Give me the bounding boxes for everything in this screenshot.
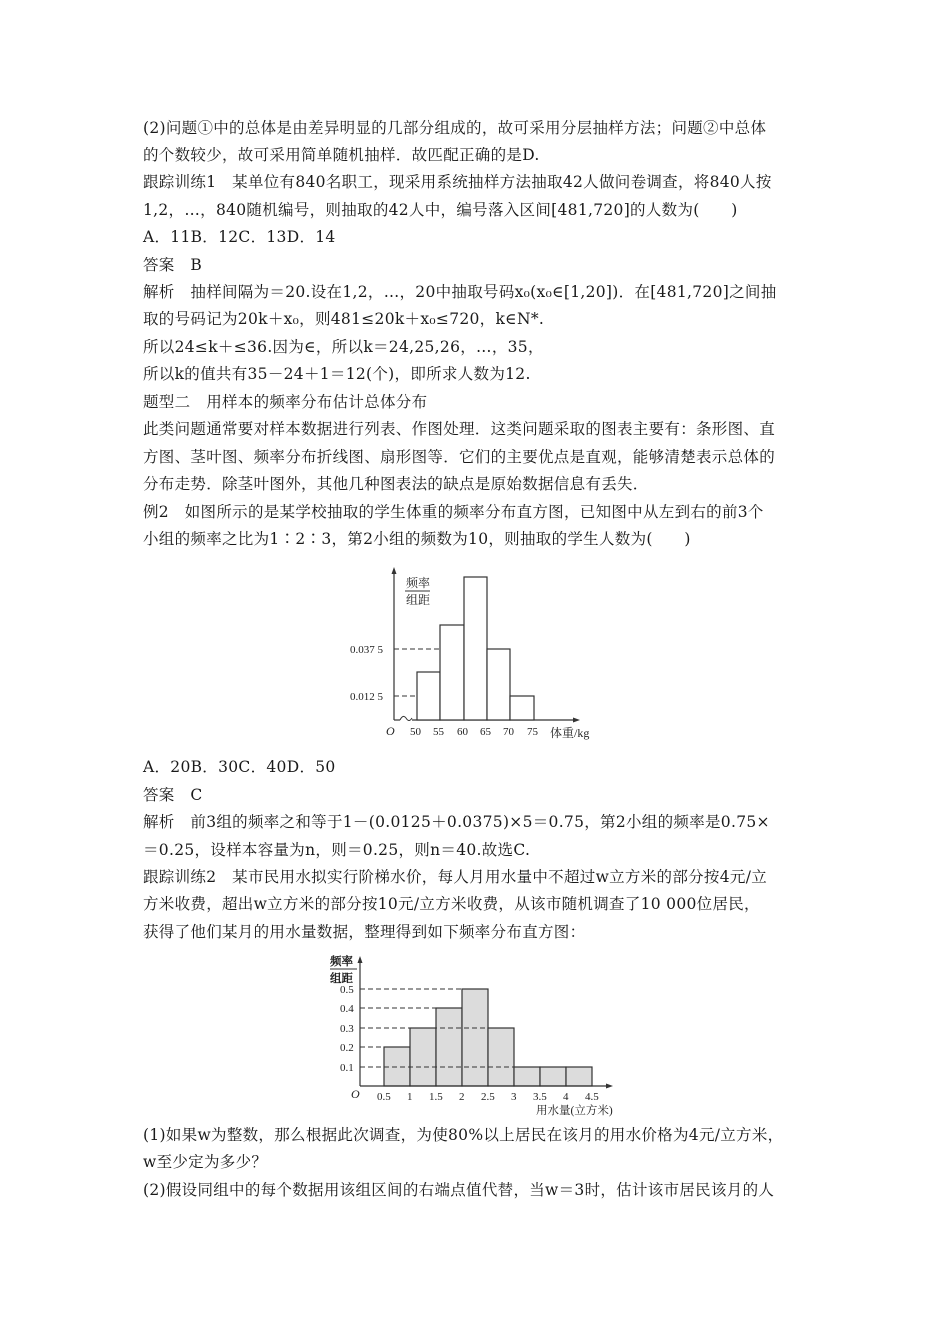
- exercise-2-question: 跟踪训练2 某市民用水拟实行阶梯水价，每人月用水量中不超过w立方米的部分按4元/立: [143, 868, 768, 886]
- bar-3.5-4: [540, 1067, 566, 1086]
- x-axis-arrow-icon: [606, 1084, 613, 1089]
- axis-break-icon: [400, 716, 412, 720]
- exercise-1-answer: 答案 B: [143, 256, 203, 274]
- section-intro: 分布走势．除茎叶图外，其他几种图表法的缺点是原始数据信息有丢失．: [143, 475, 649, 493]
- x-tick-label: 55: [433, 726, 444, 738]
- exercise-2-question: 获得了他们某月的用水量数据，整理得到如下频率分布直方图：: [143, 923, 586, 941]
- x-tick-label: 1.5: [429, 1091, 443, 1103]
- x-tick-label: 3: [511, 1091, 517, 1103]
- section-intro: 此类问题通常要对样本数据进行列表、作图处理．这类问题采取的图表主要有：条形图、直: [143, 420, 776, 438]
- x-axis-label: 用水量(立方米): [536, 1105, 613, 1117]
- y-tick-label: 0.3: [340, 1023, 354, 1035]
- exercise-1-analysis: 所以k的值共有35－24＋1＝12(个)，即所求人数为12.: [143, 365, 531, 383]
- section-heading: 题型二 用样本的频率分布估计总体分布: [143, 393, 428, 411]
- y-axis-arrow-icon: [358, 956, 363, 963]
- x-tick-label: 1: [407, 1091, 413, 1103]
- x-tick-label: 65: [480, 726, 491, 738]
- bar-1-1.5: [410, 1028, 436, 1086]
- histogram-bars: [384, 989, 592, 1086]
- bar-65-70: [487, 649, 510, 720]
- origin-label: O: [386, 724, 395, 738]
- x-tick-label: 75: [527, 726, 538, 738]
- weight-histogram-chart: [340, 565, 600, 755]
- example-2-options: A．20B．30C．40D．50: [143, 758, 336, 776]
- bar-3-3.5: [514, 1067, 540, 1086]
- exercise-1-analysis: 取的号码记为20k＋x₀，则481≤20k＋x₀≤720，k∈N*.: [143, 310, 545, 328]
- y-tick-label: 0.2: [340, 1042, 354, 1054]
- x-axis-label: 体重/kg: [550, 726, 590, 740]
- y-tick-label: 0.4: [340, 1003, 354, 1015]
- svg-text:组距: 组距: [330, 973, 353, 985]
- origin-label: O: [351, 1087, 360, 1101]
- bar-4-4.5: [566, 1067, 592, 1086]
- section-intro: 方图、茎叶图、频率分布折线图、扇形图等．它们的主要优点是直观，能够清楚表示总体的: [143, 448, 776, 466]
- exercise-2-subquestion-1: (1)如果w为整数，那么根据此次调查，为使80%以上居民在该月的用水价格为4元/立方米，: [143, 1126, 784, 1144]
- example-2-question: 小组的频率之比为1∶2∶3，第2小组的频数为10，则抽取的学生人数为( ): [143, 530, 691, 548]
- y-tick-label: 0.1: [340, 1062, 354, 1074]
- y-tick-label: 0.037 5: [350, 644, 383, 656]
- solution-text-line: 的个数较少，故可采用简单随机抽样．故匹配正确的是D.: [143, 146, 540, 164]
- example-2-analysis: 解析 前3组的频率之和等于1－(0.0125＋0.0375)×5＝0.75，第2小组的频率是0.75×: [143, 813, 770, 831]
- x-tick-label: 2: [459, 1091, 465, 1103]
- bar-60-65: [464, 577, 487, 720]
- bar-1.5-2: [436, 1008, 462, 1086]
- exercise-2-subquestion-2: (2)假设同组中的每个数据用该组区间的右端点值代替，当w＝3时，估计该市居民该月的人: [143, 1181, 775, 1199]
- example-2-answer: 答案 C: [143, 786, 203, 804]
- example-2-question: 例2 如图所示的是某学校抽取的学生体重的频率分布直方图，已知图中从左到右的前3个: [143, 503, 764, 521]
- example-2-analysis: ＝0.25，设样本容量为n，则＝0.25，则n＝40.故选C.: [143, 841, 531, 859]
- bar-50-55: [417, 672, 440, 720]
- y-axis-arrow-icon: [392, 567, 397, 574]
- y-tick-label: 0.012 5: [350, 691, 383, 703]
- bar-2-2.5: [462, 989, 488, 1086]
- x-axis-arrow-icon: [573, 718, 580, 723]
- bar-70-75: [510, 696, 534, 720]
- x-tick-label: 0.5: [377, 1091, 391, 1103]
- y-axis-label: 频率: [330, 956, 353, 968]
- x-tick-label: 3.5: [533, 1091, 547, 1103]
- exercise-1-analysis: 所以24≤k＋≤36.因为∈，所以k＝24,25,26，…，35，: [143, 338, 544, 356]
- exercise-1-options: A．11B．12C．13D．14: [143, 228, 336, 246]
- bar-2.5-3: [488, 1028, 514, 1086]
- bar-55-60: [440, 625, 464, 720]
- x-tick-label: 4.5: [585, 1091, 599, 1103]
- water-usage-histogram-chart: [320, 952, 630, 1122]
- exercise-1-analysis: 解析 抽样间隔为＝20.设在1,2，…，20中抽取号码x₀(x₀∈[1,20])．在[481,720]之间抽: [143, 283, 777, 301]
- y-axis-label: 频率: [406, 576, 431, 590]
- y-tick-label: 0.5: [340, 984, 354, 996]
- exercise-1-question: 跟踪训练1 某单位有840名职工，现采用系统抽样方法抽取42人做问卷调查，将840人按: [143, 173, 772, 191]
- exercise-1-question: 1,2，…，840随机编号，则抽取的42人中，编号落入区间[481,720]的人数为( ): [143, 201, 738, 219]
- svg-text:组距: 组距: [406, 593, 431, 607]
- x-tick-label: 70: [503, 726, 514, 738]
- x-tick-label: 4: [563, 1091, 569, 1103]
- x-tick-label: 50: [410, 726, 421, 738]
- x-tick-label: 60: [457, 726, 468, 738]
- solution-text-line: (2)问题①中的总体是由差异明显的几部分组成的，故可采用分层抽样方法；问题②中总体: [143, 119, 767, 137]
- exercise-2-subquestion-1: w至少定为多少？: [143, 1153, 268, 1171]
- x-tick-label: 2.5: [481, 1091, 495, 1103]
- exercise-2-question: 方米收费，超出w立方米的部分按10元/立方米收费，从该市随机调查了10 000位居民，: [143, 895, 760, 913]
